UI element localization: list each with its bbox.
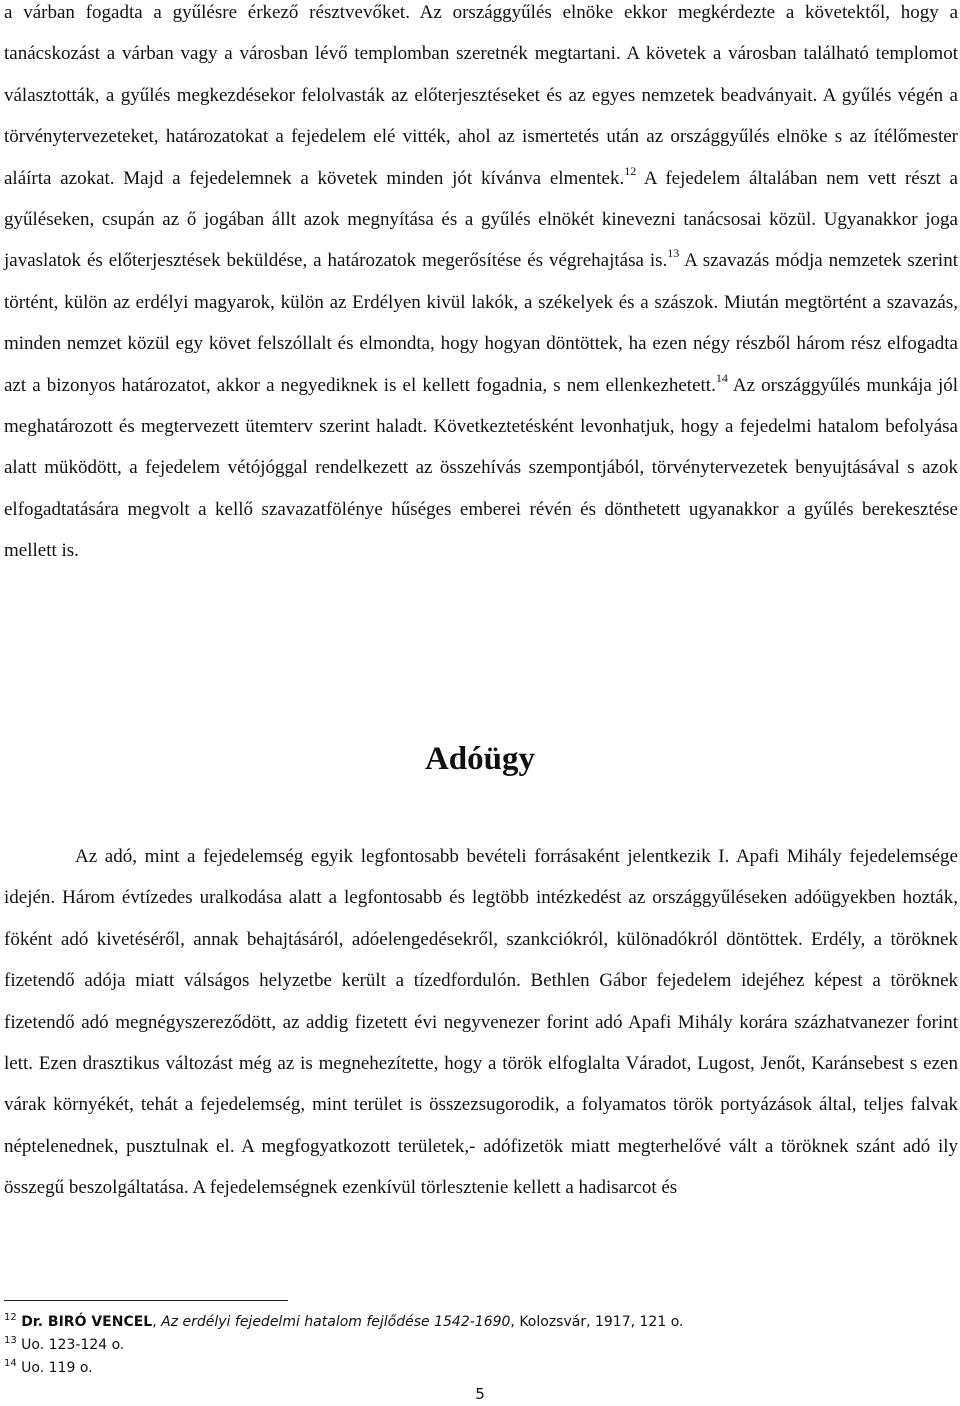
body-paragraph-1 [4,0,958,572]
page-number: 5 [475,1385,485,1403]
footnote-12 [4,1313,683,1331]
footnote-14 [4,1359,93,1377]
footnote-title: Az erdélyi fejedelmi hatalom fejlődése 1542-1690 [161,1314,511,1330]
footnote-number: 13 [4,1335,17,1346]
paragraph-text: Az országgyűlés munkája jól meghatározott és megtervezett ütemterv szerint haladt. Következtetésként levonhatjuk, hogy a fejedelmi hatalom befolyása alatt müködött, a fejedelem vétójóggal rendelkezett az összehívás szempontjából, törvénytervezetek benyujtásával s azok elfogadtatására megvolt a kellő szavazatfölénye hűséges emberei révén és dönthetett ugyanakkor a gyűlés berekesztése mellett is. [4,374,959,562]
paragraph-text: A fejedelem általában nem vett részt a gyűléseken, csupán az ő jogában állt azok megnyítása és a gyűlés elnökét kinevezni tanácsosai közül. Ugyanakkor joga javaslatok és előterjesztések beküldése, a határozatok megerősítése és végrehajtása is. [4,167,958,272]
footnote-details: , Kolozsvár, 1917, 121 o. [510,1314,684,1330]
footnote-ref-13[interactable]: 13 [667,246,680,261]
footnote-number: 12 [4,1312,17,1323]
footnote-number: 14 [4,1358,17,1369]
footnote-separator-text: , [152,1314,162,1330]
paragraph-text: A szavazás módja nemzetek szerint történt, külön az erdélyi magyarok, külön az Erdélyen kivül lakók, a székelyek és a szászok. Miután megtörtént a szavazás, minden nemzet közül egy követ felszóllalt és elmondta, hogy hogyan döntöttek, ha ezen négy részből három rész elfogadta azt a bizonyos határozatot, akkor a negyediknek is el kellett fogadnia, s nem ellenkezhetett. [4,250,958,396]
footnote-separator [4,1300,288,1301]
footnote-text: Uo. 123-124 o. [16,1337,125,1353]
footnote-author: Dr. BIRÓ VENCEL [21,1314,153,1330]
footnote-13 [4,1336,124,1354]
body-paragraph-2: Az adó, mint a fejedelemség egyik legfontosabb bevételi forrásaként jelentkezik I. Apafi Mihály fejedelemsége idején. Három évtízedes uralkodása alatt a legfontosabb és legtöbb intézkedést az országgyűléseken adóügyekben hozták, föként adó kivetéséről, annak behajtásáról, adóelengedésekről, szankciókról, különadókról döntöttek. Erdély, a töröknek fizetendő adója miatt válságos helyzetbe került a tízedfordulón. Bethlen Gábor fejedelem idejéhez képest a töröknek fizetendő adó megnégyszereződött, az addig fizetett évi negyvenezer forint adó Apafi Mihály korára százhatvanezer forint lett. Ezen drasztikus változást még az is megnehezítette, hogy a török elfoglalta Váradot, Lugost, Jenőt, Karánsebest s ezen várak környékét, tehát a fejedelemség, mint terület is összezsugorodik, a folyamatos török portyázások által, teljes falvak néptelenednek, pusztulnak el. A megfogyatkozott területek,- adófizetök miatt megterhelővé vált a töröknek szánt adó ily összegű beszolgáltatása. A fejedelemségnek ezenkívül törlesztenie kellett a hadisarcot és [4,846,958,1199]
footnote-ref-14[interactable]: 14 [715,370,728,385]
section-heading: Adóügy [424,741,536,777]
footnote-ref-12[interactable]: 12 [624,163,637,178]
paragraph-text: a várban fogadta a gyűlésre érkező résztvevőket. Az országgyűlés elnöke ekkor megkérdezte a követektől, hogy a tanácskozást a várban vagy a városban lévő templomban szeretnék megtartani. A követek a városban található templomot választották, a gyűlés megkezdésekor felolvasták az előterjesztéseket és az egyes nemzetek beadványait. A gyűlés végén a törvénytervezeteket, határozatokat a fejedelem elé vitték, ahol az ismertetés után az országgyűlés elnöke s az ítélőmester aláírta azokat. Majd a fejedelemnek a követek minden jót kívánva elmentek. [4,2,958,189]
footnote-text: Uo. 119 o. [16,1360,93,1376]
